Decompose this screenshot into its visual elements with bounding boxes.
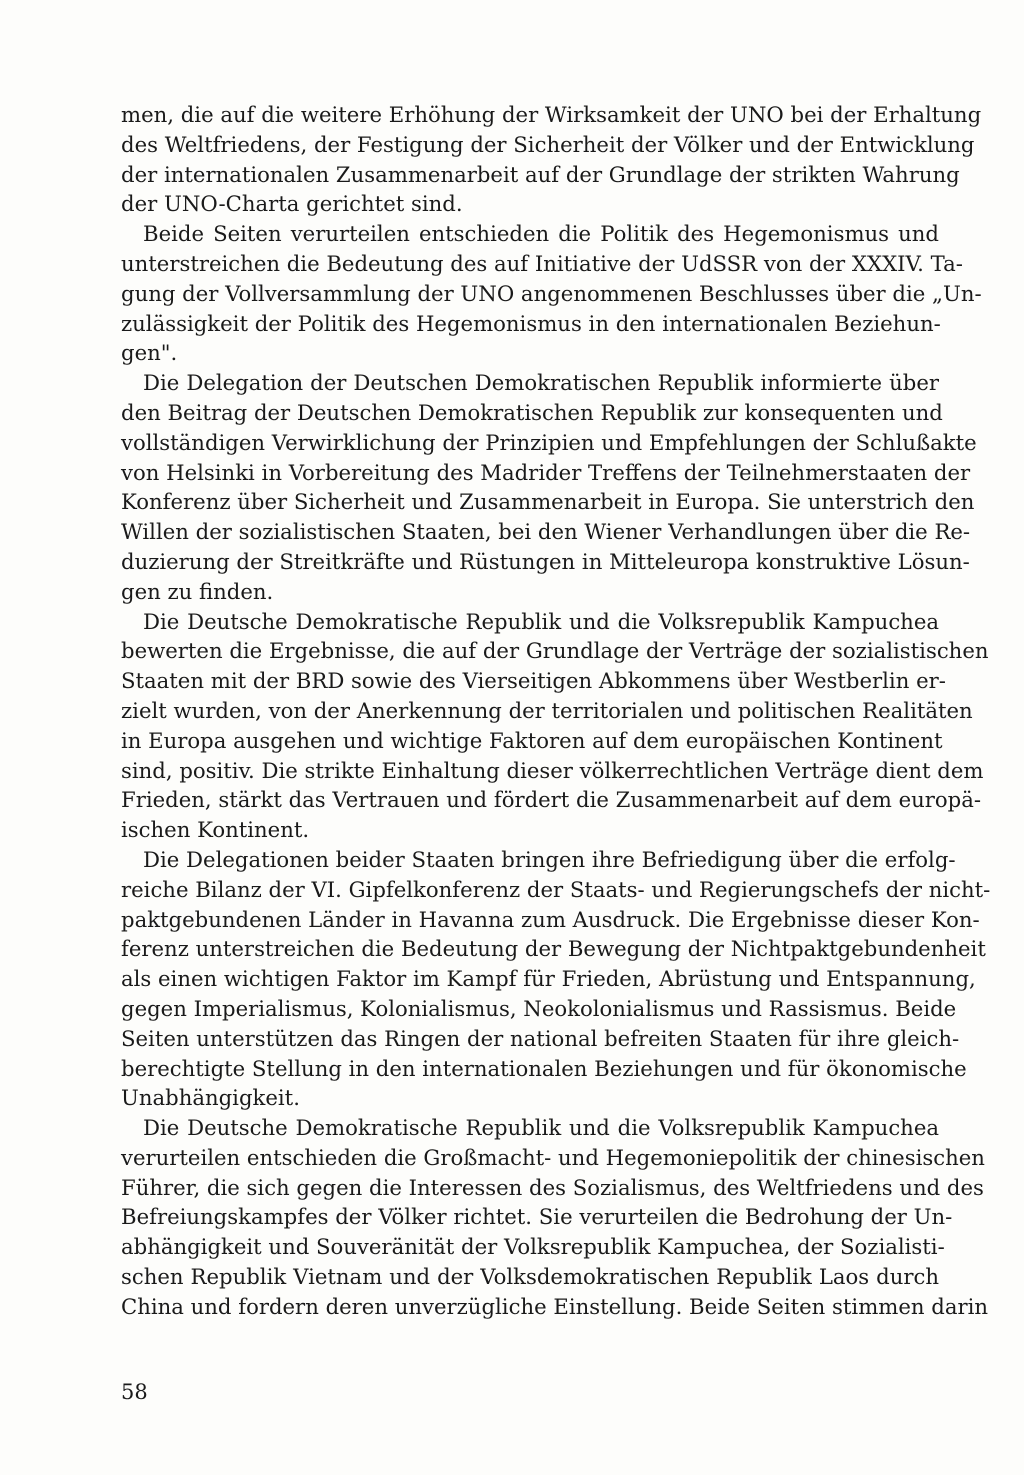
text-line: abhängigkeit und Souveränität der Volksrepublik Kampuchea, der Sozialisti- xyxy=(121,1234,945,1260)
text-line: bewerten die Ergebnisse, die auf der Grundlage der Verträge der sozialistischen xyxy=(121,638,989,664)
paragraph xyxy=(121,368,977,606)
body-text xyxy=(121,100,991,1322)
text-line: als einen wichtigen Faktor im Kampf für Frieden, Abrüstung und Entspannung, xyxy=(121,966,976,992)
text-line: ferenz unterstreichen die Bedeutung der Bewegung der Nichtpaktgebundenheit xyxy=(121,936,986,962)
paragraph xyxy=(121,1113,989,1322)
text-line: zulässigkeit der Politik des Hegemonismus in den internationalen Beziehun- xyxy=(121,310,941,336)
text-line: Führer, die sich gegen die Interessen des Sozialismus, des Weltfriedens und des xyxy=(121,1174,984,1200)
text-line: zielt wurden, von der Anerkennung der territorialen und politischen Realitäten xyxy=(121,697,973,723)
text-line: ischen Kontinent. xyxy=(121,817,310,843)
text-line: Konferenz über Sicherheit und Zusammenarbeit in Europa. Sie unterstrich den xyxy=(121,489,975,515)
text-line: gegen Imperialismus, Kolonialismus, Neokolonialismus und Rassismus. Beide xyxy=(121,995,957,1021)
text-line: vollständigen Verwirklichung der Prinzipien und Empfehlungen der Schlußakte xyxy=(121,429,977,455)
paragraph xyxy=(121,100,982,219)
text-line: paktgebundenen Länder in Havanna zum Ausdruck. Die Ergebnisse dieser Kon- xyxy=(121,906,980,932)
text-line: gung der Vollversammlung der UNO angenommenen Beschlusses über die „Un- xyxy=(121,280,982,306)
text-line: unterstreichen die Bedeutung des auf Initiative der UdSSR von der XXXIV. Ta- xyxy=(121,250,963,276)
paragraph xyxy=(121,607,989,845)
text-line: der UNO-Charta gerichtet sind. xyxy=(121,191,463,217)
text-line: duzierung der Streitkräfte und Rüstungen in Mitteleuropa konstruktive Lösun- xyxy=(121,548,970,574)
text-line: in Europa ausgehen und wichtige Faktoren auf dem europäischen Kontinent xyxy=(121,727,943,753)
text-line: Staaten mit der BRD sowie des Vierseitigen Abkommens über Westberlin er- xyxy=(121,668,946,694)
text-line: schen Republik Vietnam und der Volksdemokratischen Republik Laos durch xyxy=(121,1264,939,1290)
text-line: Die Delegationen beider Staaten bringen ihre Befriedigung über die erfolg- xyxy=(143,846,956,872)
text-line: den Beitrag der Deutschen Demokratischen Republik zur konsequenten und xyxy=(121,399,943,425)
text-line: Befreiungskampfes der Völker richtet. Sie verurteilen die Bedrohung der Un- xyxy=(121,1204,953,1230)
text-line: von Helsinki in Vorbereitung des Madrider Treffens der Teilnehmerstaaten der xyxy=(121,459,971,485)
text-line: gen zu finden. xyxy=(121,578,274,604)
text-line: des Weltfriedens, der Festigung der Sicherheit der Völker und der Entwicklung xyxy=(121,131,975,157)
text-line: verurteilen entschieden die Großmacht- und Hegemoniepolitik der chinesischen xyxy=(121,1144,985,1170)
text-line: Die Deutsche Demokratische Republik und die Volksrepublik Kampuchea xyxy=(143,1115,939,1141)
text-line: Die Deutsche Demokratische Republik und die Volksrepublik Kampuchea xyxy=(143,608,939,634)
paragraph xyxy=(121,845,991,1113)
text-line: Beide Seiten verurteilen entschieden die Politik des Hegemonismus und xyxy=(143,221,939,247)
text-line: Willen der sozialistischen Staaten, bei den Wiener Verhandlungen über die Re- xyxy=(121,519,971,545)
text-line: men, die auf die weitere Erhöhung der Wirksamkeit der UNO bei der Erhaltung xyxy=(121,102,982,127)
page-number: 58 xyxy=(121,1380,148,1404)
paragraph xyxy=(121,219,982,368)
text-line: Frieden, stärkt das Vertrauen und fördert die Zusammenarbeit auf dem europä- xyxy=(121,787,981,813)
text-line: Seiten unterstützen das Ringen der national befreiten Staaten für ihre gleich- xyxy=(121,1025,960,1051)
text-line: China und fordern deren unverzügliche Einstellung. Beide Seiten stimmen darin xyxy=(121,1293,989,1319)
text-line: reiche Bilanz der VI. Gipfelkonferenz der Staats- und Regierungschefs der nicht- xyxy=(121,876,991,902)
text-line: gen". xyxy=(121,340,178,366)
text-line: berechtigte Stellung in den internationalen Beziehungen und für ökonomische xyxy=(121,1055,967,1081)
text-line: Die Delegation der Deutschen Demokratischen Republik informierte über xyxy=(143,370,939,396)
text-line: der internationalen Zusammenarbeit auf der Grundlage der strikten Wahrung xyxy=(121,161,960,187)
text-line: sind, positiv. Die strikte Einhaltung dieser völkerrechtlichen Verträge dient dem xyxy=(121,757,984,783)
text-line: Unabhängigkeit. xyxy=(121,1085,300,1111)
